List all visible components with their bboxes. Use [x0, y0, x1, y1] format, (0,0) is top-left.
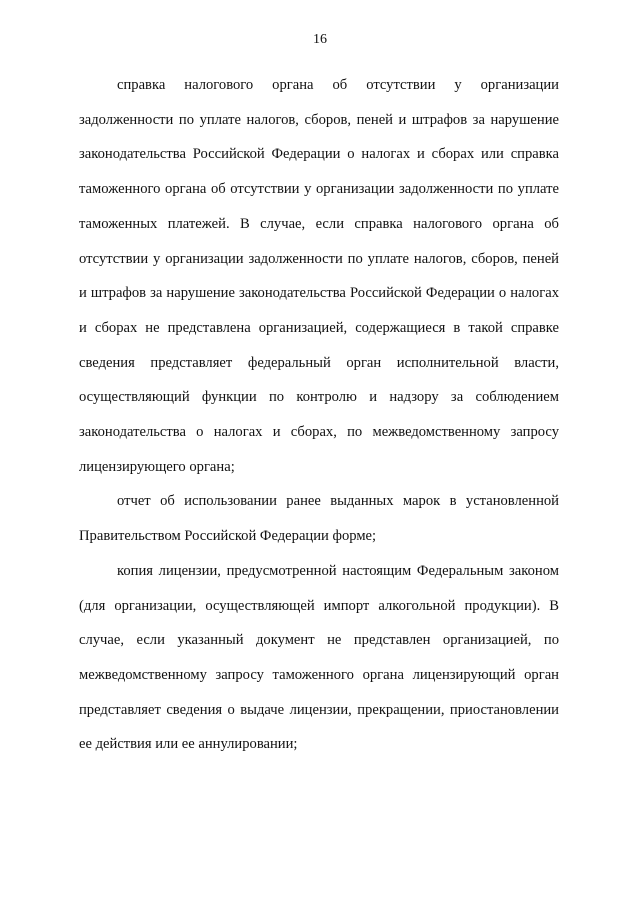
paragraph-stamps-report: отчет об использовании ранее выданных марок в установленной Правительством Российской Федерации форме;: [79, 493, 559, 545]
paragraph-tax-certificate: справка налогового органа об отсутствии у организации задолженности по уплате налогов, сборов, пеней и штрафов за нарушение законодательства Российской Федерации о налогах и сборах или справка таможенного органа об отсутствии у организации задолженности по уплате таможенных платежей. В случае, если справка налогового органа об отсутствии у организации задолженности по уплате налогов, сборов, пеней и штрафов за нарушение законодательства Российской Федерации о налогах и сборах не представлена организацией, содержащиеся в такой справке сведения представляет федеральный орган исполнительной власти, осуществляющий функции по контролю и надзору за соблюдением законодательства о налогах и сборах, по межведомственному запросу лицензирующего органа;: [79, 77, 559, 475]
page-number: 16: [313, 32, 327, 47]
document-body: [79, 68, 559, 762]
paragraph-license-copy: копия лицензии, предусмотренной настоящим Федеральным законом (для организации, осуществляющей импорт алкогольной продукции). В случае, если указанный документ не представлен организацией, по межведомственному запросу таможенного органа лицензирующий орган представляет сведения о выдаче лицензии, прекращении, приостановлении ее действия или ее аннулировании;: [79, 562, 559, 753]
